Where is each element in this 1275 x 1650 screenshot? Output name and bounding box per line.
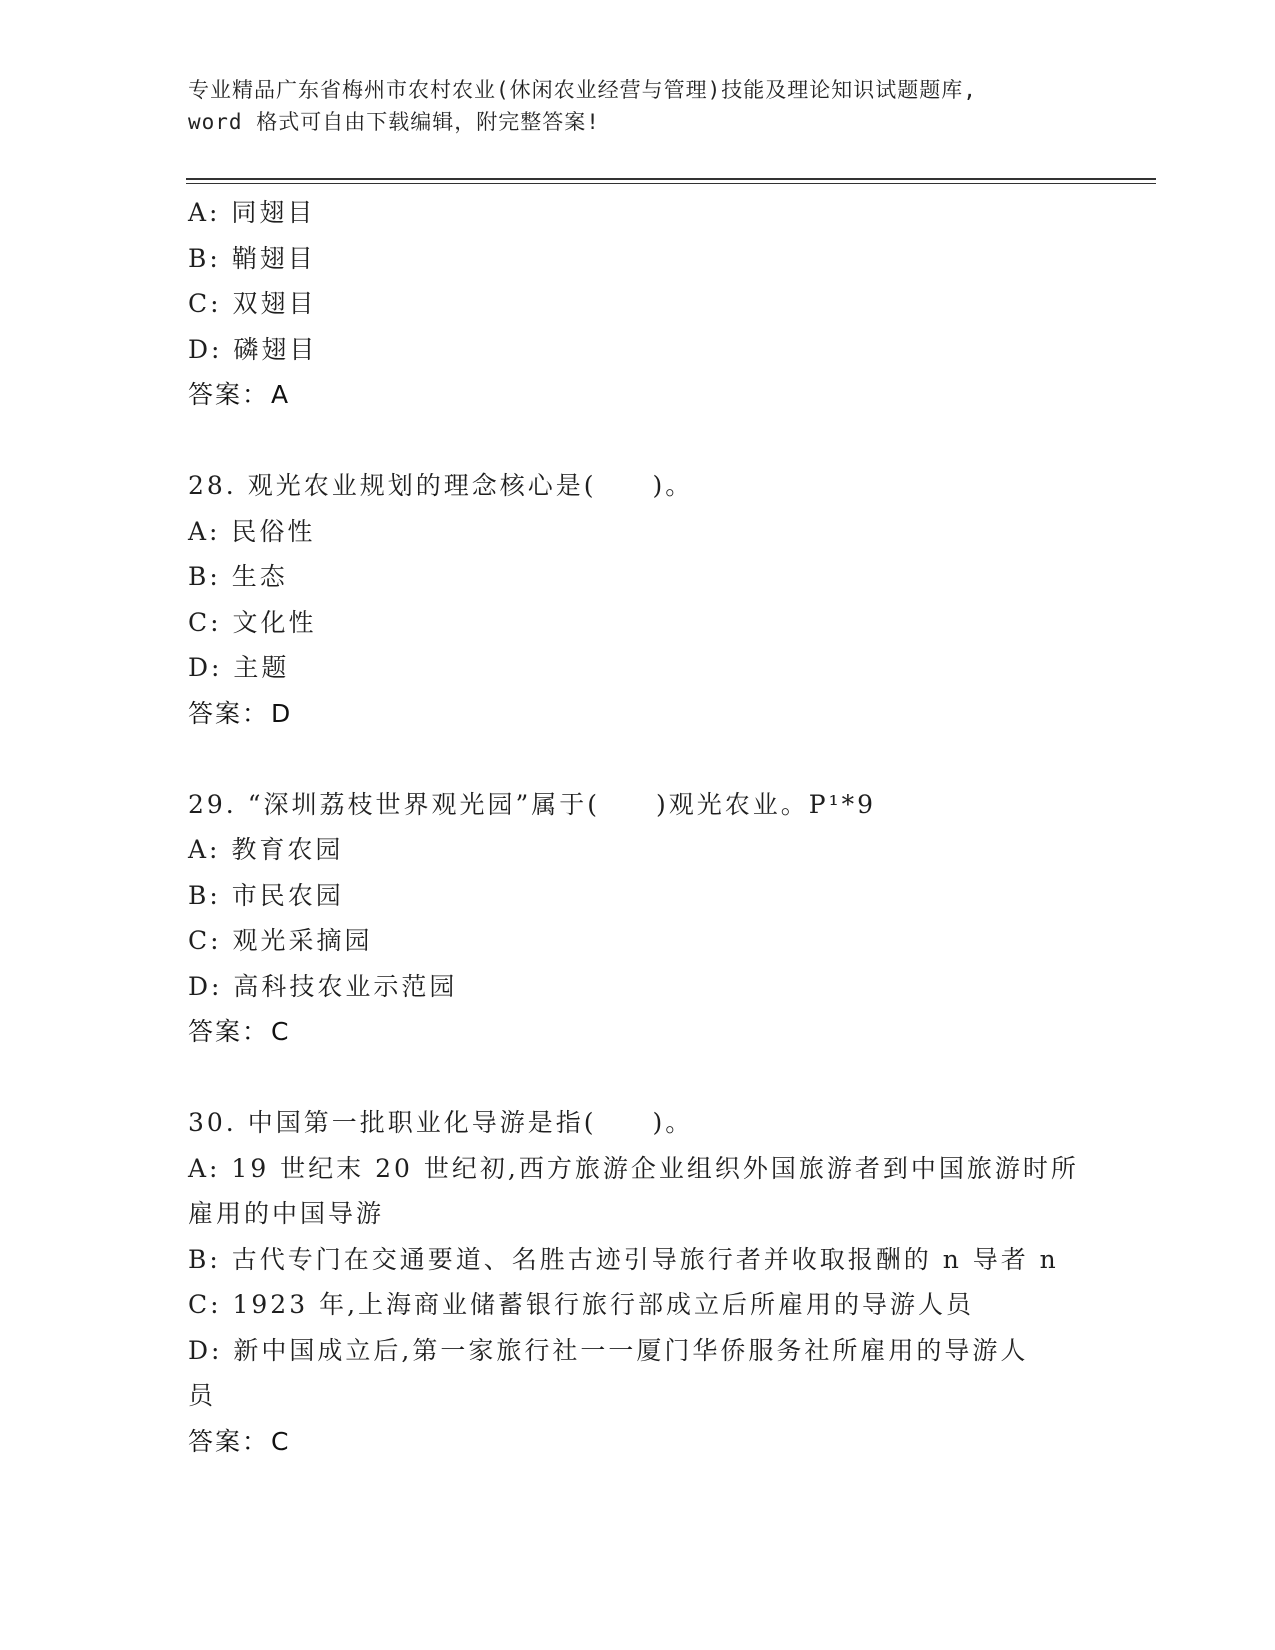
header-title-line-1: 专业精品广东省梅州市农村农业(休闲农业经营与管理)技能及理论知识试题题库,: [188, 78, 977, 102]
answer-label: 答案：: [188, 1426, 270, 1456]
block-spacer: [188, 418, 1088, 464]
answer-value: C: [271, 1426, 291, 1456]
option-c: C: 观光采摘园: [188, 926, 373, 955]
question-block-28: [188, 463, 1088, 736]
answer-line: [188, 1419, 1088, 1465]
answer-label: 答案：: [188, 380, 270, 409]
option-a: A: 同翅目: [188, 198, 316, 227]
option-a-continued: 雇用的中国导游: [188, 1199, 385, 1228]
header-title-line-2: word 格式可自由下载编辑，附完整答案!: [188, 110, 600, 134]
answer-line: [188, 372, 1088, 418]
option-b: B: 鞘翅目: [188, 243, 316, 273]
question-text: 29. “深圳荔枝世界观光园”属于( )观光农业。P¹*9: [188, 789, 877, 819]
option-c: C: 1923 年,上海商业储蓄银行旅行部成立后所雇用的导游人员: [188, 1290, 975, 1319]
option-a: A: 民俗性: [188, 516, 316, 546]
option-b: B: 市民农园: [188, 880, 344, 910]
answer-label: 答案：: [188, 698, 270, 728]
option-d: D: 主题: [188, 653, 290, 682]
block-spacer: [188, 736, 1088, 782]
option-a: A: 19 世纪末 20 世纪初,西方旅游企业组织外国旅游者到中国旅游时所: [188, 1153, 1079, 1183]
header-rule-thick: [186, 178, 1156, 180]
question-text: 30. 中国第一批职业化导游是指( )。: [188, 1108, 694, 1137]
answer-line: [188, 691, 1088, 737]
answer-label: 答案：: [188, 1017, 270, 1046]
option-b: B: 生态: [188, 562, 288, 591]
option-d: D: 磷翅目: [188, 334, 318, 364]
option-c: C: 文化性: [188, 607, 317, 637]
answer-value: A: [271, 380, 291, 409]
question-list: [188, 190, 1088, 1464]
answer-value: D: [271, 698, 293, 728]
option-d: D: 新中国成立后,第一家旅行社一一厦门华侨服务社所雇用的导游人: [188, 1335, 1029, 1365]
header-rule-thin: [186, 183, 1156, 184]
option-c: C: 双翅目: [188, 289, 317, 318]
option-a: A: 教育农园: [188, 835, 344, 864]
option-d-continued: 员: [188, 1381, 217, 1410]
answer-value: C: [271, 1017, 291, 1046]
option-d: D: 高科技农业示范园: [188, 971, 458, 1001]
block-spacer: [188, 1055, 1088, 1101]
option-b: B: 古代专门在交通要道、名胜古迹引导旅行者并收取报酬的 n 导者 n: [188, 1244, 1059, 1274]
question-block-27: [188, 190, 1088, 418]
document-header: [188, 74, 1088, 138]
answer-line: [188, 1009, 1088, 1055]
question-block-29: [188, 782, 1088, 1055]
question-text: 28. 观光农业规划的理念核心是( )。: [188, 471, 694, 500]
question-block-30: [188, 1100, 1088, 1464]
